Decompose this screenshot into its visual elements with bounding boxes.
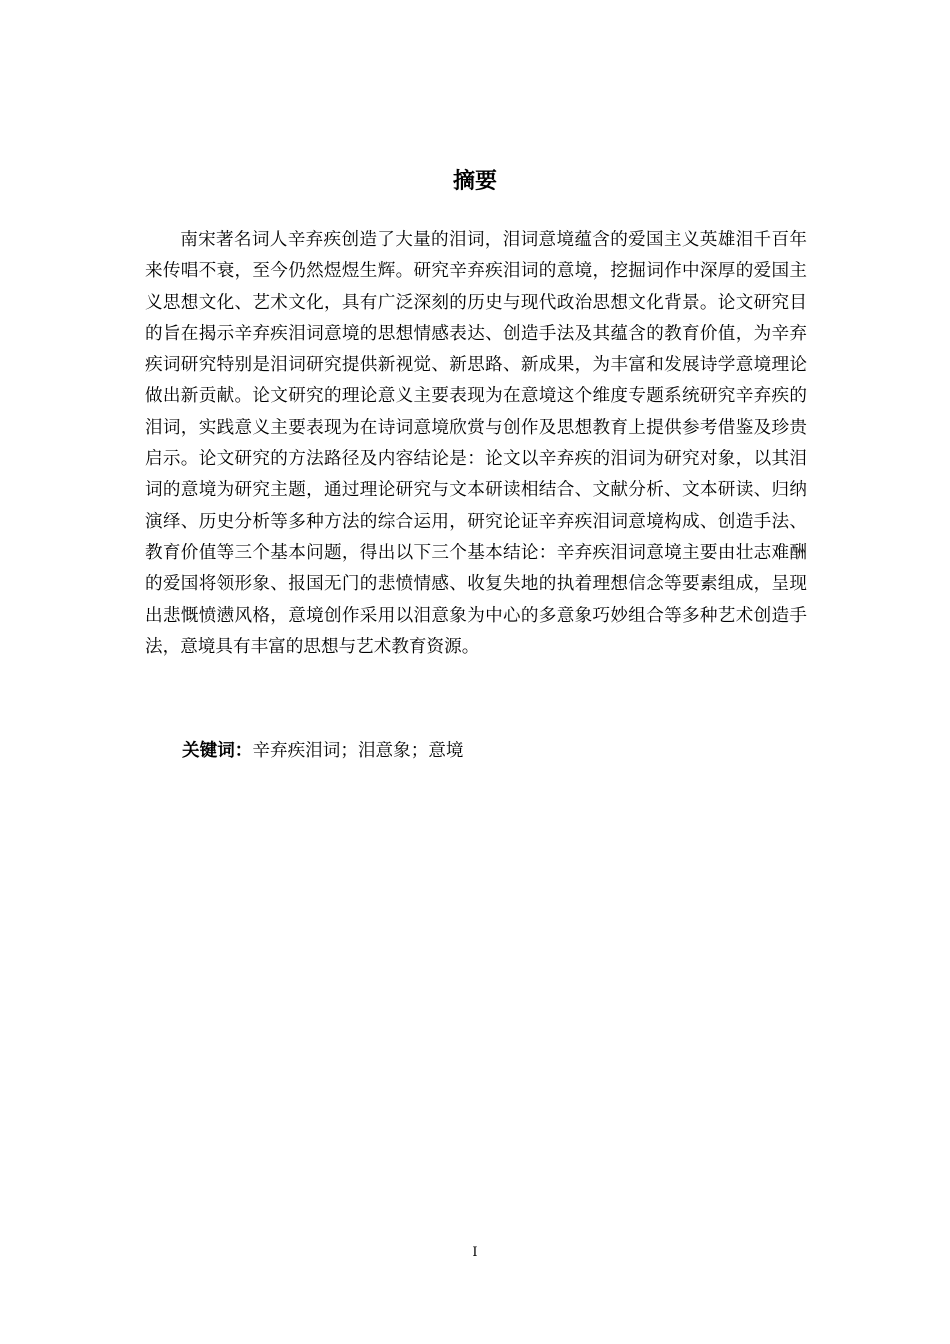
page-number: I [472,1245,478,1260]
abstract-body: 南宋著名词人辛弃疾创造了大量的泪词，泪词意境蕴含的爱国主义英雄泪千百年来传唱不衰，至今仍然煜煜生辉。研究辛弃疾泪词的意境，挖掘词作中深厚的爱国主义思想文化、艺术文化，具有广泛深刻的历史与现代政治思想文化背景。论文研究目的旨在揭示辛弃疾泪词意境的思想情感表达、创造手法及其蕴含的教育价值，为辛弃疾词研究特别是泪词研究提供新视觉、新思路、新成果，为丰富和发展诗学意境理论做出新贡献。论文研究的理论意义主要表现为在意境这个维度专题系统研究辛弃疾的泪词，实践意义主要表现为在诗词意境欣赏与创作及思想教育上提供参考借鉴及珍贵启示。论文研究的方法路径及内容结论是：论文以辛弃疾的泪词为研究对象，以其泪词的意境为研究主题，通过理论研究与文本研读相结合、文献分析、文本研读、归纳演绎、历史分析等多种方法的综合运用，研究论证辛弃疾泪词意境构成、创造手法、教育价值等三个基本问题，得出以下三个基本结论：辛弃疾泪词意境主要由壮志难酬的爱国将领形象、报国无门的悲愤情感、收复失地的执着理想信念等要素组成，呈现出悲慨愤懑风格，意境创作采用以泪意象为中心的多意象巧妙组合等多种艺术创造手法，意境具有丰富的思想与艺术教育资源。 [145,230,807,657]
keywords-line [182,736,464,767]
keywords-value: 辛弃疾泪词；泪意象；意境 [252,741,464,761]
keywords-label: 关键词： [182,741,253,761]
page-title: 摘要 [452,169,497,194]
